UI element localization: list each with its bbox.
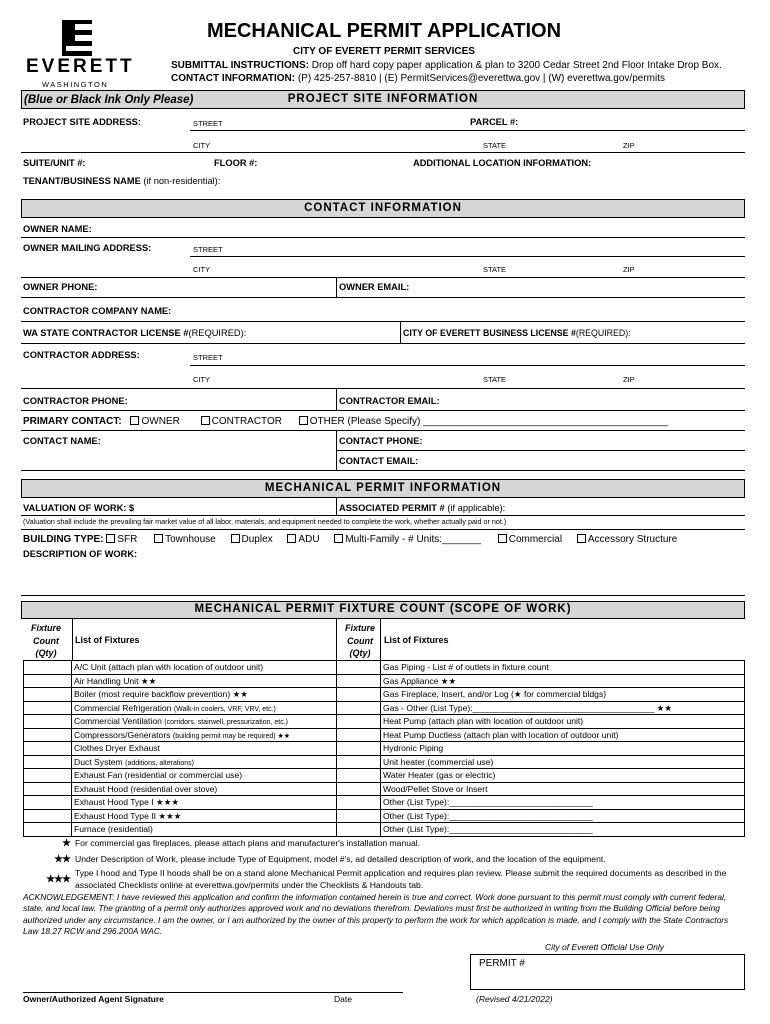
fixture-qty-input[interactable] bbox=[336, 714, 381, 729]
other-checkbox[interactable] bbox=[299, 416, 308, 425]
fixture-qty-input[interactable] bbox=[23, 701, 72, 716]
primary-contact-label: PRIMARY CONTACT: bbox=[23, 416, 122, 427]
page-subtitle: CITY OF EVERETT PERMIT SERVICES bbox=[293, 46, 475, 57]
fixture-qty-input[interactable] bbox=[336, 809, 381, 824]
contractor-zip-label: ZIP bbox=[623, 375, 635, 384]
fixture-item-right: Heat Pump Ductless (attach plan with location of outdoor unit) bbox=[383, 729, 619, 740]
fixture-qty-input[interactable] bbox=[23, 755, 72, 770]
fixture-item-main: Exhaust Hood Type II ★★★ bbox=[74, 810, 182, 821]
count-hdr-1: Fixture bbox=[344, 623, 375, 633]
divider bbox=[336, 388, 337, 410]
fixture-count-header: MECHANICAL PERMIT FIXTURE COUNT (SCOPE OF WORK) bbox=[21, 601, 745, 619]
site-address-label[interactable]: PROJECT SITE ADDRESS: bbox=[23, 117, 141, 127]
signature-line bbox=[23, 992, 403, 993]
fixture-item-main: Boiler (most require backflow prevention) ★★ bbox=[74, 689, 248, 699]
divider bbox=[21, 470, 745, 471]
accessory-checkbox[interactable] bbox=[577, 534, 586, 543]
divider bbox=[336, 498, 337, 515]
page-title: MECHANICAL PERMIT APPLICATION bbox=[206, 20, 562, 42]
tenant-note: (if non-residential): bbox=[140, 176, 221, 186]
owner-checkbox[interactable] bbox=[130, 416, 139, 425]
divider bbox=[21, 410, 745, 411]
adu-checkbox[interactable] bbox=[287, 534, 296, 543]
contractor-company-label[interactable]: CONTRACTOR COMPANY NAME: bbox=[23, 306, 172, 316]
divider bbox=[21, 430, 745, 431]
city-license-label: CITY OF EVERETT BUSINESS LICENSE # bbox=[403, 328, 576, 338]
fixture-qty-input[interactable] bbox=[23, 660, 72, 675]
note-text: For commercial gas fireplaces, please attach plans and manufacturer's installation manual. bbox=[75, 838, 421, 848]
divider bbox=[21, 321, 745, 322]
fixture-qty-input[interactable] bbox=[23, 809, 72, 824]
contractor-street-label: STREET bbox=[193, 353, 223, 362]
site-zip-label: ZIP bbox=[623, 141, 635, 150]
fixture-item-right: Gas - Other (List Type):______________________________________ ★★ bbox=[383, 702, 673, 713]
count-hdr-3: (Qty) bbox=[35, 648, 57, 658]
site-street-label: STREET bbox=[193, 119, 223, 128]
project-site-title: PROJECT SITE INFORMATION bbox=[287, 93, 479, 105]
count-hdr-3: (Qty) bbox=[349, 648, 371, 658]
note-text: Type I hood and Type II hoods shall be on a stand alone Mechanical Permit application and requires plan review. Please submit the required documents as described in the associated Checklists online at everettwa.gov/permits under the Checklists & Handouts tab. bbox=[75, 868, 727, 890]
building-type-group bbox=[23, 534, 677, 546]
fixture-item-note: (building permit may be required) ★★ bbox=[172, 732, 291, 740]
acknowledgement: ACKNOWLEDGEMENT: I have reviewed this application and confirm the information contained herein is true and correct. Work done pursuant to this permit must comply with current federal, state, and local law. The granting of a permit only authorizes approved work and no deviations therefrom. Deviations must first be authorized in writing from the Building Official before being authorized under any circumstance. I am the owner, or I am authorized by the owner of this property to perform the work for which application is made, and I comply with the State Contractors Law 18.27 RCW and 296.200A WAC. bbox=[23, 892, 729, 937]
divider bbox=[380, 619, 381, 660]
fixture-item-right: Wood/Pellet Stove or Insert bbox=[383, 783, 488, 794]
owner-phone-label[interactable]: OWNER PHONE: bbox=[23, 282, 98, 292]
fixture-count-col-header-right bbox=[340, 622, 380, 660]
fixture-qty-input[interactable] bbox=[23, 741, 72, 756]
note-text: Under Description of Work, please include Type of Equipment, model #'s, ad detailed description of work, and the location of the equipment. bbox=[75, 854, 606, 864]
associated-permit-label: ASSOCIATED PERMIT # bbox=[339, 503, 445, 513]
fixture-item-main: Exhaust Fan (residential or commercial use) bbox=[74, 770, 243, 780]
fixture-item-main: Clothes Dryer Exhaust bbox=[74, 743, 160, 753]
wa-license-field[interactable] bbox=[23, 327, 246, 339]
valuation-note: (Valuation shall include the prevailing fair market value of all labor, materials, and equipment needed to complete the work, whether actually paid or not.) bbox=[23, 517, 507, 526]
fixture-item-main: Commercial Refrigeration bbox=[74, 702, 174, 713]
type-multifamily: Multi-Family - # Units:_______ bbox=[345, 534, 481, 545]
site-city-label: CITY bbox=[193, 141, 211, 150]
multifamily-checkbox[interactable] bbox=[334, 534, 343, 543]
date-label: Date bbox=[334, 994, 352, 1004]
fixture-item-right: Gas Piping - List # of outlets in fixture count bbox=[383, 662, 549, 672]
logo-mark-icon bbox=[22, 18, 132, 58]
type-duplex: Duplex bbox=[241, 534, 273, 545]
fixture-qty-input[interactable] bbox=[23, 674, 72, 689]
divider bbox=[21, 237, 745, 238]
divider bbox=[336, 450, 745, 451]
fixture-item-right: Unit heater (commercial use) bbox=[383, 756, 494, 767]
wa-license-note: (REQUIRED): bbox=[188, 328, 247, 338]
fixture-item-right: Gas Fireplace, Insert, and/or Log (★ for commercial bldgs) bbox=[383, 689, 607, 699]
fixture-qty-input[interactable] bbox=[336, 795, 381, 810]
valuation-label[interactable]: VALUATION OF WORK: $ bbox=[23, 503, 135, 513]
fixture-item-note: (corridors, stairwell, pressurization, etc.) bbox=[164, 719, 288, 726]
primary-contact-group bbox=[23, 416, 668, 428]
contact-info-header: CONTACT INFORMATION bbox=[21, 199, 745, 218]
contact-info-line bbox=[171, 73, 665, 84]
fixture-qty-input[interactable] bbox=[336, 674, 381, 689]
signature-label: Owner/Authorized Agent Signature bbox=[23, 994, 164, 1004]
submittal-text: Drop off hard copy paper application & plan to 3200 Cedar Street 2nd Floor Intake Drop Box. bbox=[308, 60, 722, 71]
type-commercial: Commercial bbox=[508, 534, 563, 545]
fixture-qty-input[interactable] bbox=[23, 714, 72, 729]
fixture-count-col-header bbox=[23, 622, 69, 660]
permit-box[interactable] bbox=[470, 954, 745, 990]
divider bbox=[336, 619, 337, 660]
divider bbox=[21, 343, 745, 344]
type-accessory: Accessory Structure bbox=[587, 534, 678, 545]
contractor-city-label: CITY bbox=[193, 375, 211, 384]
divider bbox=[21, 152, 745, 153]
floor-label[interactable]: FLOOR #: bbox=[214, 158, 258, 168]
owner-state-label: STATE bbox=[483, 265, 507, 274]
fixture-item-main: Commercial Ventilation bbox=[74, 716, 165, 726]
fixture-item-right: Other (List Type):______________________________ bbox=[383, 810, 593, 821]
fixture-item-right: Gas Appliance ★★ bbox=[383, 675, 457, 686]
fixture-qty-input[interactable] bbox=[23, 822, 72, 837]
commercial-checkbox[interactable] bbox=[498, 534, 507, 543]
type-townhouse: Townhouse bbox=[165, 534, 216, 545]
fixture-item-right: Hydronic Piping bbox=[383, 743, 444, 753]
associated-permit-field[interactable] bbox=[339, 502, 505, 514]
fixture-qty-input[interactable] bbox=[23, 782, 72, 797]
contact-name-label[interactable]: CONTACT NAME: bbox=[23, 436, 101, 446]
contractor-checkbox[interactable] bbox=[201, 416, 210, 425]
note-marker: ★★★ bbox=[46, 874, 70, 885]
fixture-qty-input[interactable] bbox=[336, 741, 381, 756]
owner-zip-label: ZIP bbox=[623, 265, 635, 274]
fixture-qty-input[interactable] bbox=[336, 822, 381, 837]
divider bbox=[336, 277, 337, 297]
fixture-qty-input[interactable] bbox=[23, 728, 72, 743]
fixture-item-main: Exhaust Hood (residential over stove) bbox=[74, 783, 218, 794]
divider bbox=[400, 321, 401, 343]
fixture-item-right: Other (List Type):______________________________ bbox=[383, 797, 593, 807]
fixture-item-note: (additions, alterations) bbox=[125, 759, 194, 767]
left-list-header: List of Fixtures bbox=[75, 635, 140, 645]
divider bbox=[21, 297, 745, 298]
contractor-phone-label[interactable]: CONTRACTOR PHONE: bbox=[23, 396, 128, 406]
fixture-qty-input[interactable] bbox=[23, 795, 72, 810]
logo-sub: WASHINGTON bbox=[42, 80, 109, 89]
right-list-header: List of Fixtures bbox=[384, 635, 449, 645]
fixture-item-main: A/C Unit (attach plan with location of outdoor unit) bbox=[74, 662, 264, 672]
owner-mailing-label[interactable]: OWNER MAILING ADDRESS: bbox=[23, 243, 152, 253]
parcel-label[interactable]: PARCEL #: bbox=[470, 117, 519, 127]
fixture-item-left bbox=[74, 823, 153, 837]
fixture-item-main: Duct System bbox=[74, 756, 126, 767]
contact-phone-label[interactable]: CONTACT PHONE: bbox=[339, 436, 423, 446]
site-state-label: STATE bbox=[483, 141, 507, 150]
divider bbox=[21, 529, 745, 530]
owner-name-label[interactable]: OWNER NAME: bbox=[23, 224, 92, 234]
duplex-checkbox[interactable] bbox=[231, 534, 240, 543]
fixture-qty-input[interactable] bbox=[336, 701, 381, 716]
fixture-qty-input[interactable] bbox=[336, 687, 381, 702]
everett-logo bbox=[22, 18, 135, 90]
note-marker: ★★ bbox=[54, 854, 70, 865]
submittal-label: SUBMITTAL INSTRUCTIONS: bbox=[171, 60, 309, 71]
ink-note: (Blue or Black Ink Only Please) bbox=[24, 94, 194, 106]
fixture-qty-input[interactable] bbox=[336, 782, 381, 797]
count-hdr-2: Count bbox=[347, 635, 373, 646]
associated-permit-note: (if applicable): bbox=[444, 503, 506, 513]
fixture-item-main: Compressors/Generators bbox=[74, 729, 173, 740]
divider bbox=[190, 130, 745, 131]
wa-license-label: WA STATE CONTRACTOR LICENSE # bbox=[23, 328, 189, 338]
contact-email-label[interactable]: CONTACT EMAIL: bbox=[339, 456, 419, 466]
divider bbox=[21, 277, 745, 278]
divider bbox=[72, 619, 73, 660]
contractor-email-label[interactable]: CONTRACTOR EMAIL: bbox=[339, 396, 440, 406]
permit-label: PERMIT # bbox=[479, 958, 525, 969]
submittal-instructions bbox=[171, 60, 722, 71]
fixture-qty-input[interactable] bbox=[336, 755, 381, 770]
fixture-qty-input[interactable] bbox=[23, 687, 72, 702]
count-hdr-1: Fixture bbox=[30, 623, 61, 633]
contact-info-label: CONTACT INFORMATION: bbox=[171, 73, 296, 84]
logo-name: EVERETT bbox=[26, 56, 135, 77]
fixture-qty-input[interactable] bbox=[336, 728, 381, 743]
note-marker: ★ bbox=[62, 838, 70, 849]
owner-email-label[interactable]: OWNER EMAIL: bbox=[339, 282, 410, 292]
type-adu: ADU bbox=[298, 534, 320, 545]
project-site-header bbox=[21, 90, 745, 109]
revised-date: (Revised 4/21/2022) bbox=[476, 994, 553, 1004]
mechanical-info-header: MECHANICAL PERMIT INFORMATION bbox=[21, 479, 745, 498]
count-hdr-2: Count bbox=[33, 635, 59, 646]
contractor-address-label[interactable]: CONTRACTOR ADDRESS: bbox=[23, 350, 140, 360]
additional-location-label[interactable]: ADDITIONAL LOCATION INFORMATION: bbox=[413, 158, 592, 168]
townhouse-checkbox[interactable] bbox=[154, 534, 163, 543]
owner-option: OWNER bbox=[141, 416, 180, 427]
divider bbox=[21, 388, 745, 389]
contractor-option: CONTRACTOR bbox=[211, 416, 282, 427]
fixture-item-main: Air Handling Unit ★★ bbox=[74, 675, 157, 686]
fixture-qty-input[interactable] bbox=[23, 768, 72, 783]
city-license-field[interactable] bbox=[403, 327, 631, 339]
fixture-qty-input[interactable] bbox=[336, 768, 381, 783]
divider bbox=[190, 256, 745, 257]
type-sfr: SFR bbox=[117, 534, 138, 545]
fixture-item-main: Exhaust Hood Type I ★★★ bbox=[74, 797, 180, 807]
contractor-state-label: STATE bbox=[483, 375, 507, 384]
fixture-item-right: Heat Pump (attach plan with location of outdoor unit) bbox=[383, 716, 584, 726]
official-use-label: City of Everett Official Use Only bbox=[545, 942, 665, 952]
fixture-item-right: Other (List Type):______________________________ bbox=[383, 824, 593, 834]
tenant-field[interactable] bbox=[23, 175, 220, 187]
divider bbox=[190, 365, 745, 366]
owner-city-label: CITY bbox=[193, 265, 211, 274]
building-type-label: BUILDING TYPE: bbox=[23, 534, 104, 545]
fixture-qty-input[interactable] bbox=[336, 660, 381, 675]
city-license-note: (REQUIRED): bbox=[575, 328, 631, 338]
divider bbox=[21, 595, 745, 596]
fixture-item-right: Water Heater (gas or electric) bbox=[383, 770, 496, 780]
tenant-label: TENANT/BUSINESS NAME bbox=[23, 176, 141, 186]
owner-street-label: STREET bbox=[193, 245, 223, 254]
fixture-item-main: Furnace (residential) bbox=[74, 824, 153, 834]
sfr-checkbox[interactable] bbox=[106, 534, 115, 543]
description-label[interactable]: DESCRIPTION OF WORK: bbox=[23, 549, 138, 559]
fixture-item-note: (Walk-in coolers, VRF, VRV, etc.) bbox=[173, 705, 276, 713]
contact-info-text: (P) 425-257-8810 | (E) PermitServices@everettwa.gov | (W) everettwa.gov/permits bbox=[295, 73, 665, 84]
other-option: OTHER (Please Specify) ____________________________________________ bbox=[309, 416, 668, 427]
suite-label[interactable]: SUITE/UNIT #: bbox=[23, 158, 86, 168]
